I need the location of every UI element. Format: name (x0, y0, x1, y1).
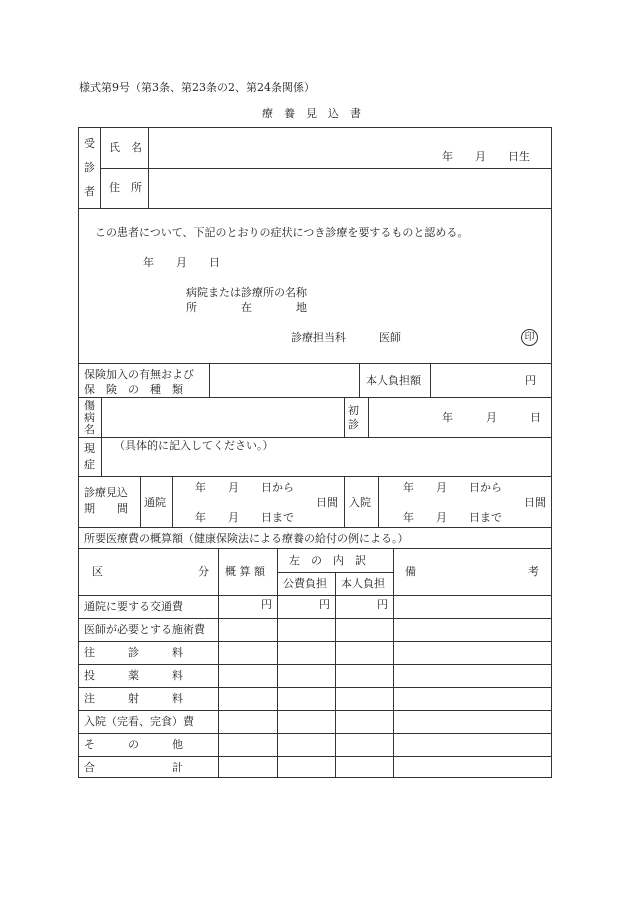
address-label: 住 所 (109, 181, 142, 194)
disease-name-field[interactable] (103, 399, 342, 435)
rule (78, 527, 552, 528)
rule (78, 664, 552, 665)
rule (218, 548, 219, 777)
col-remarks-left: 備 (405, 565, 416, 578)
first-visit-date: 年 月 日 (442, 411, 541, 424)
cost-row-injection: 注 射 料 (84, 692, 183, 705)
cost-row-total: 合 計 (84, 761, 183, 774)
certification-statement: この患者について、下記のとおりの症状につき診療を要するものと認める。 (95, 226, 469, 239)
frame-top (78, 127, 552, 128)
symptom-field[interactable] (103, 454, 549, 474)
name-field[interactable] (150, 129, 435, 166)
copay-label: 本人負担額 (366, 374, 421, 387)
rule (78, 595, 552, 596)
rule (100, 168, 552, 169)
rule (78, 208, 552, 209)
yen-public: 円 (319, 598, 330, 611)
period-label-1: 診療見込 (84, 486, 128, 499)
inpatient-days: 日間 (524, 496, 546, 509)
period-label-2: 期 間 (84, 502, 128, 515)
first-visit-label-2: 診 (348, 418, 359, 431)
birthdate-suffix: 年 月 日生 (442, 150, 530, 163)
form-title: 療 養 見 込 書 (262, 107, 361, 120)
yen-estimate: 円 (261, 598, 272, 611)
cost-row-other: そ の 他 (84, 738, 183, 751)
inpatient-to: 年 月 日まで (403, 511, 502, 524)
patient-label-1: 受 (84, 137, 95, 150)
cost-row-transport: 通院に要する交通費 (84, 600, 183, 613)
col-self: 本人負担 (341, 577, 385, 590)
frame-bottom (78, 777, 552, 778)
disease-label-1: 傷 (84, 399, 95, 412)
inpatient-from: 年 月 日から (403, 481, 502, 494)
rule (209, 363, 210, 397)
rule (78, 756, 552, 757)
yen-self: 円 (377, 598, 388, 611)
outpatient-from: 年 月 日から (195, 481, 294, 494)
name-label: 氏 名 (109, 141, 142, 154)
insurance-label-2: 保 険 の 種 類 (84, 383, 183, 396)
symptom-hint: （具体的に記入してください。） (114, 439, 274, 452)
rule (393, 548, 394, 777)
insurance-field[interactable] (211, 365, 357, 395)
rule (78, 641, 552, 642)
inpatient-label: 入院 (349, 496, 371, 509)
rule (277, 548, 278, 777)
rule (359, 363, 360, 397)
col-category-left: 区 (92, 565, 103, 578)
frame-left (78, 127, 79, 778)
disease-label-3: 名 (84, 423, 95, 436)
rule (78, 437, 552, 438)
col-remarks-right: 考 (528, 565, 539, 578)
patient-label-3: 者 (84, 185, 95, 198)
rule (78, 733, 552, 734)
rule (172, 476, 173, 527)
symptom-label-1: 現 (84, 442, 95, 455)
rule (78, 618, 552, 619)
patient-label-2: 診 (84, 161, 95, 174)
col-estimate: 概 算 額 (225, 565, 265, 578)
certification-date: 年 月 日 (143, 256, 220, 269)
address-field[interactable] (150, 170, 550, 206)
rule (140, 476, 141, 527)
doctor-label: 診療担当科 医師 (291, 331, 401, 344)
cost-row-hospitalization: 入院（完看、完食）費 (84, 715, 194, 728)
rule (368, 397, 369, 437)
rule (78, 687, 552, 688)
rule (277, 572, 394, 573)
hospital-location-label: 所 在 地 (186, 301, 307, 314)
col-breakdown: 左 の 内 訳 (289, 554, 366, 567)
outpatient-to: 年 月 日まで (195, 511, 294, 524)
rule (378, 476, 379, 527)
seal-mark: 印 (521, 329, 538, 346)
rule (78, 397, 552, 398)
disease-label-2: 病 (84, 411, 95, 424)
symptom-label-2: 症 (84, 458, 95, 471)
first-visit-label-1: 初 (348, 404, 359, 417)
rule (344, 476, 345, 527)
rule (78, 548, 552, 549)
cost-row-medication: 投 薬 料 (84, 669, 183, 682)
rule (344, 397, 345, 437)
rule (78, 476, 552, 477)
col-public: 公費負担 (283, 577, 327, 590)
rule (430, 363, 431, 397)
form-number: 様式第9号（第3条、第23条の2、第24条関係） (79, 81, 315, 94)
insurance-label-1: 保険加入の有無および (84, 368, 194, 381)
copay-unit: 円 (525, 374, 536, 387)
rule (78, 710, 552, 711)
outpatient-days: 日間 (316, 496, 338, 509)
cost-section-title: 所要医療費の概算額（健康保険法による療養の給付の例による。） (84, 532, 409, 545)
outpatient-label: 通院 (144, 496, 166, 509)
col-category-right: 分 (198, 565, 209, 578)
frame-right (551, 127, 552, 778)
rule (335, 572, 336, 777)
rule (78, 363, 552, 364)
cost-row-house-call: 往 診 料 (84, 646, 183, 659)
hospital-name-label: 病院または診療所の名称 (186, 286, 307, 299)
cost-row-treatment: 医師が必要とする施術費 (84, 623, 205, 636)
